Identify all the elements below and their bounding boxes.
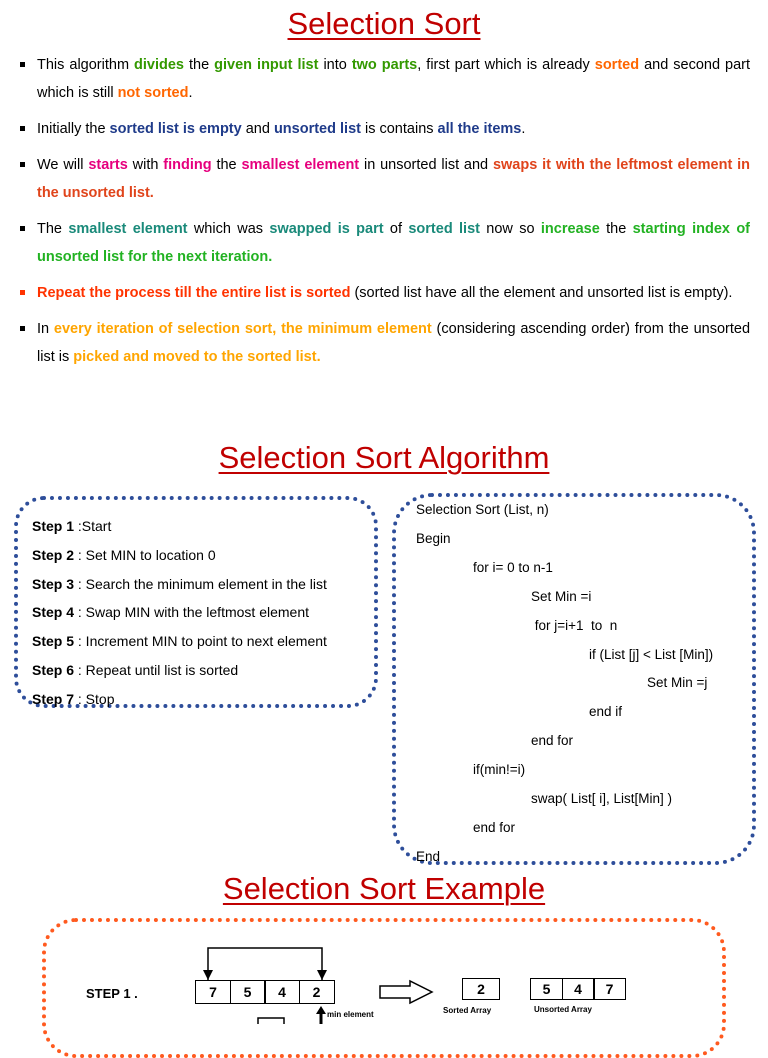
array-cell: 2 — [299, 980, 335, 1004]
bullet-text: . — [188, 85, 193, 101]
array-cell: 5 — [530, 978, 563, 1000]
swap-arrow — [208, 948, 322, 980]
algorithm-title: Selection Sort Algorithm — [218, 440, 550, 475]
bullet-text: picked and moved to the sorted list. — [73, 349, 321, 365]
array-cell: 4 — [562, 978, 595, 1000]
bullet-text: finding — [163, 157, 212, 173]
bullet-text: Initially the — [37, 121, 110, 137]
code-line: Set Min =j — [647, 675, 708, 691]
bullet-text: not sorted — [117, 85, 189, 101]
bullet-text: unsorted list — [273, 121, 361, 137]
bullet-text: starts — [88, 157, 128, 173]
bullet-text: now so — [479, 221, 541, 237]
code-line: end for — [473, 819, 516, 835]
bullet-text: This algorithm — [37, 57, 135, 73]
bullet-text: and — [241, 121, 274, 137]
bullet-text: sorted list — [408, 221, 480, 237]
unsorted-array-caption: Unsorted Array — [534, 1005, 592, 1014]
code-line: Selection Sort (List, n) — [416, 502, 549, 517]
bullet-text: which was — [187, 221, 270, 237]
code-line: if(min!=i) — [473, 762, 526, 778]
example-step-label: STEP 1 . — [86, 986, 138, 1001]
step-text: : Stop — [74, 690, 115, 707]
bullet-text: with — [127, 157, 164, 173]
bullet-text: the — [211, 157, 242, 173]
bullet-text: the — [184, 57, 215, 73]
bullet-text: the — [599, 221, 633, 237]
code-line: swap( List[ i], List[Min] ) — [531, 791, 673, 806]
step-label: Step 4 — [32, 604, 75, 621]
bullet-text: . — [521, 121, 526, 137]
bullet-text: divides — [134, 57, 184, 73]
bullet-text: smallest element — [68, 221, 188, 237]
code-line: if (List [j] < List [Min]) — [589, 646, 714, 662]
result-arrow — [380, 981, 432, 1003]
bullet-text: of — [383, 221, 409, 237]
bullet-text: in unsorted list and — [359, 157, 493, 173]
bullet-text: We will — [37, 157, 89, 173]
array-cell: 2 — [462, 978, 500, 1000]
code-line: for i= 0 to n-1 — [473, 559, 553, 575]
bullet-text: The — [37, 221, 69, 237]
bullet-text: Repeat the process till the entire list is sorted — [37, 285, 351, 301]
partial-box — [258, 1018, 284, 1024]
code-line: Set Min =i — [531, 588, 592, 604]
bullet-text: given input list — [214, 57, 319, 73]
array-cell: 4 — [264, 980, 300, 1004]
step-text: : Swap MIN with the leftmost element — [74, 604, 309, 621]
step-label: Step 5 — [32, 633, 75, 650]
step-label: Step 6 — [32, 661, 75, 678]
code-line: for j=i+1 to n — [531, 617, 618, 633]
bullet-text: two parts — [351, 57, 418, 73]
code-line: end if — [589, 704, 623, 720]
bullet-text: every iteration of selection sort, the minimum element — [53, 321, 432, 337]
bullet-text: and second part which is still — [37, 57, 751, 101]
step-label: Step 3 — [32, 575, 75, 592]
example-title: Selection Sort Example — [222, 871, 546, 906]
bullet-text: into — [318, 57, 352, 73]
bullet-text: (considering ascending order) from the unsorted list is — [37, 321, 751, 365]
step-text: : Set MIN to location 0 — [74, 546, 216, 563]
step-text: :Start — [74, 518, 112, 534]
bullet-text: (sorted list have all the element and unsorted list is empty). — [350, 285, 733, 301]
array-cell: 5 — [230, 980, 266, 1004]
step-label: Step 2 — [32, 546, 75, 563]
code-line: End — [416, 848, 441, 864]
swap-arrowhead-right — [317, 970, 327, 980]
bullet-text: is contains — [360, 121, 438, 137]
step-text: : Increment MIN to point to next element — [74, 633, 327, 650]
array-cell: 7 — [593, 978, 626, 1000]
bullet-text: increase — [540, 221, 600, 237]
step-label: Step 7 — [32, 690, 75, 707]
bullet-text: sorted list is empty — [109, 121, 242, 137]
code-line: Begin — [416, 530, 451, 546]
bullet-text: starting index of unsorted list for the next iteration. — [37, 221, 751, 265]
step-label: Step 1 — [32, 518, 75, 534]
step-text: : Search the minimum element in the list — [74, 575, 327, 592]
step-text: : Repeat until list is sorted — [74, 661, 239, 678]
bullet-text: all the items — [437, 121, 522, 137]
bullet-text: swaps it with the leftmost element in the unsorted list. — [37, 157, 751, 201]
bullet-text: swapped is part — [269, 221, 384, 237]
bullet-text: sorted — [594, 57, 640, 73]
array-cell: 7 — [195, 980, 231, 1004]
swap-arrowhead-left — [203, 970, 213, 980]
code-line: end for — [531, 733, 574, 749]
sorted-array-caption: Sorted Array — [443, 1006, 492, 1015]
min-element-caption: min element — [327, 1010, 374, 1019]
bullet-text: In — [37, 321, 54, 337]
page-title: Selection Sort — [287, 6, 481, 41]
min-pointer-arrowhead — [316, 1006, 326, 1014]
bullet-text: , first part which is already — [417, 57, 595, 73]
bullet-text: smallest element — [241, 157, 360, 173]
